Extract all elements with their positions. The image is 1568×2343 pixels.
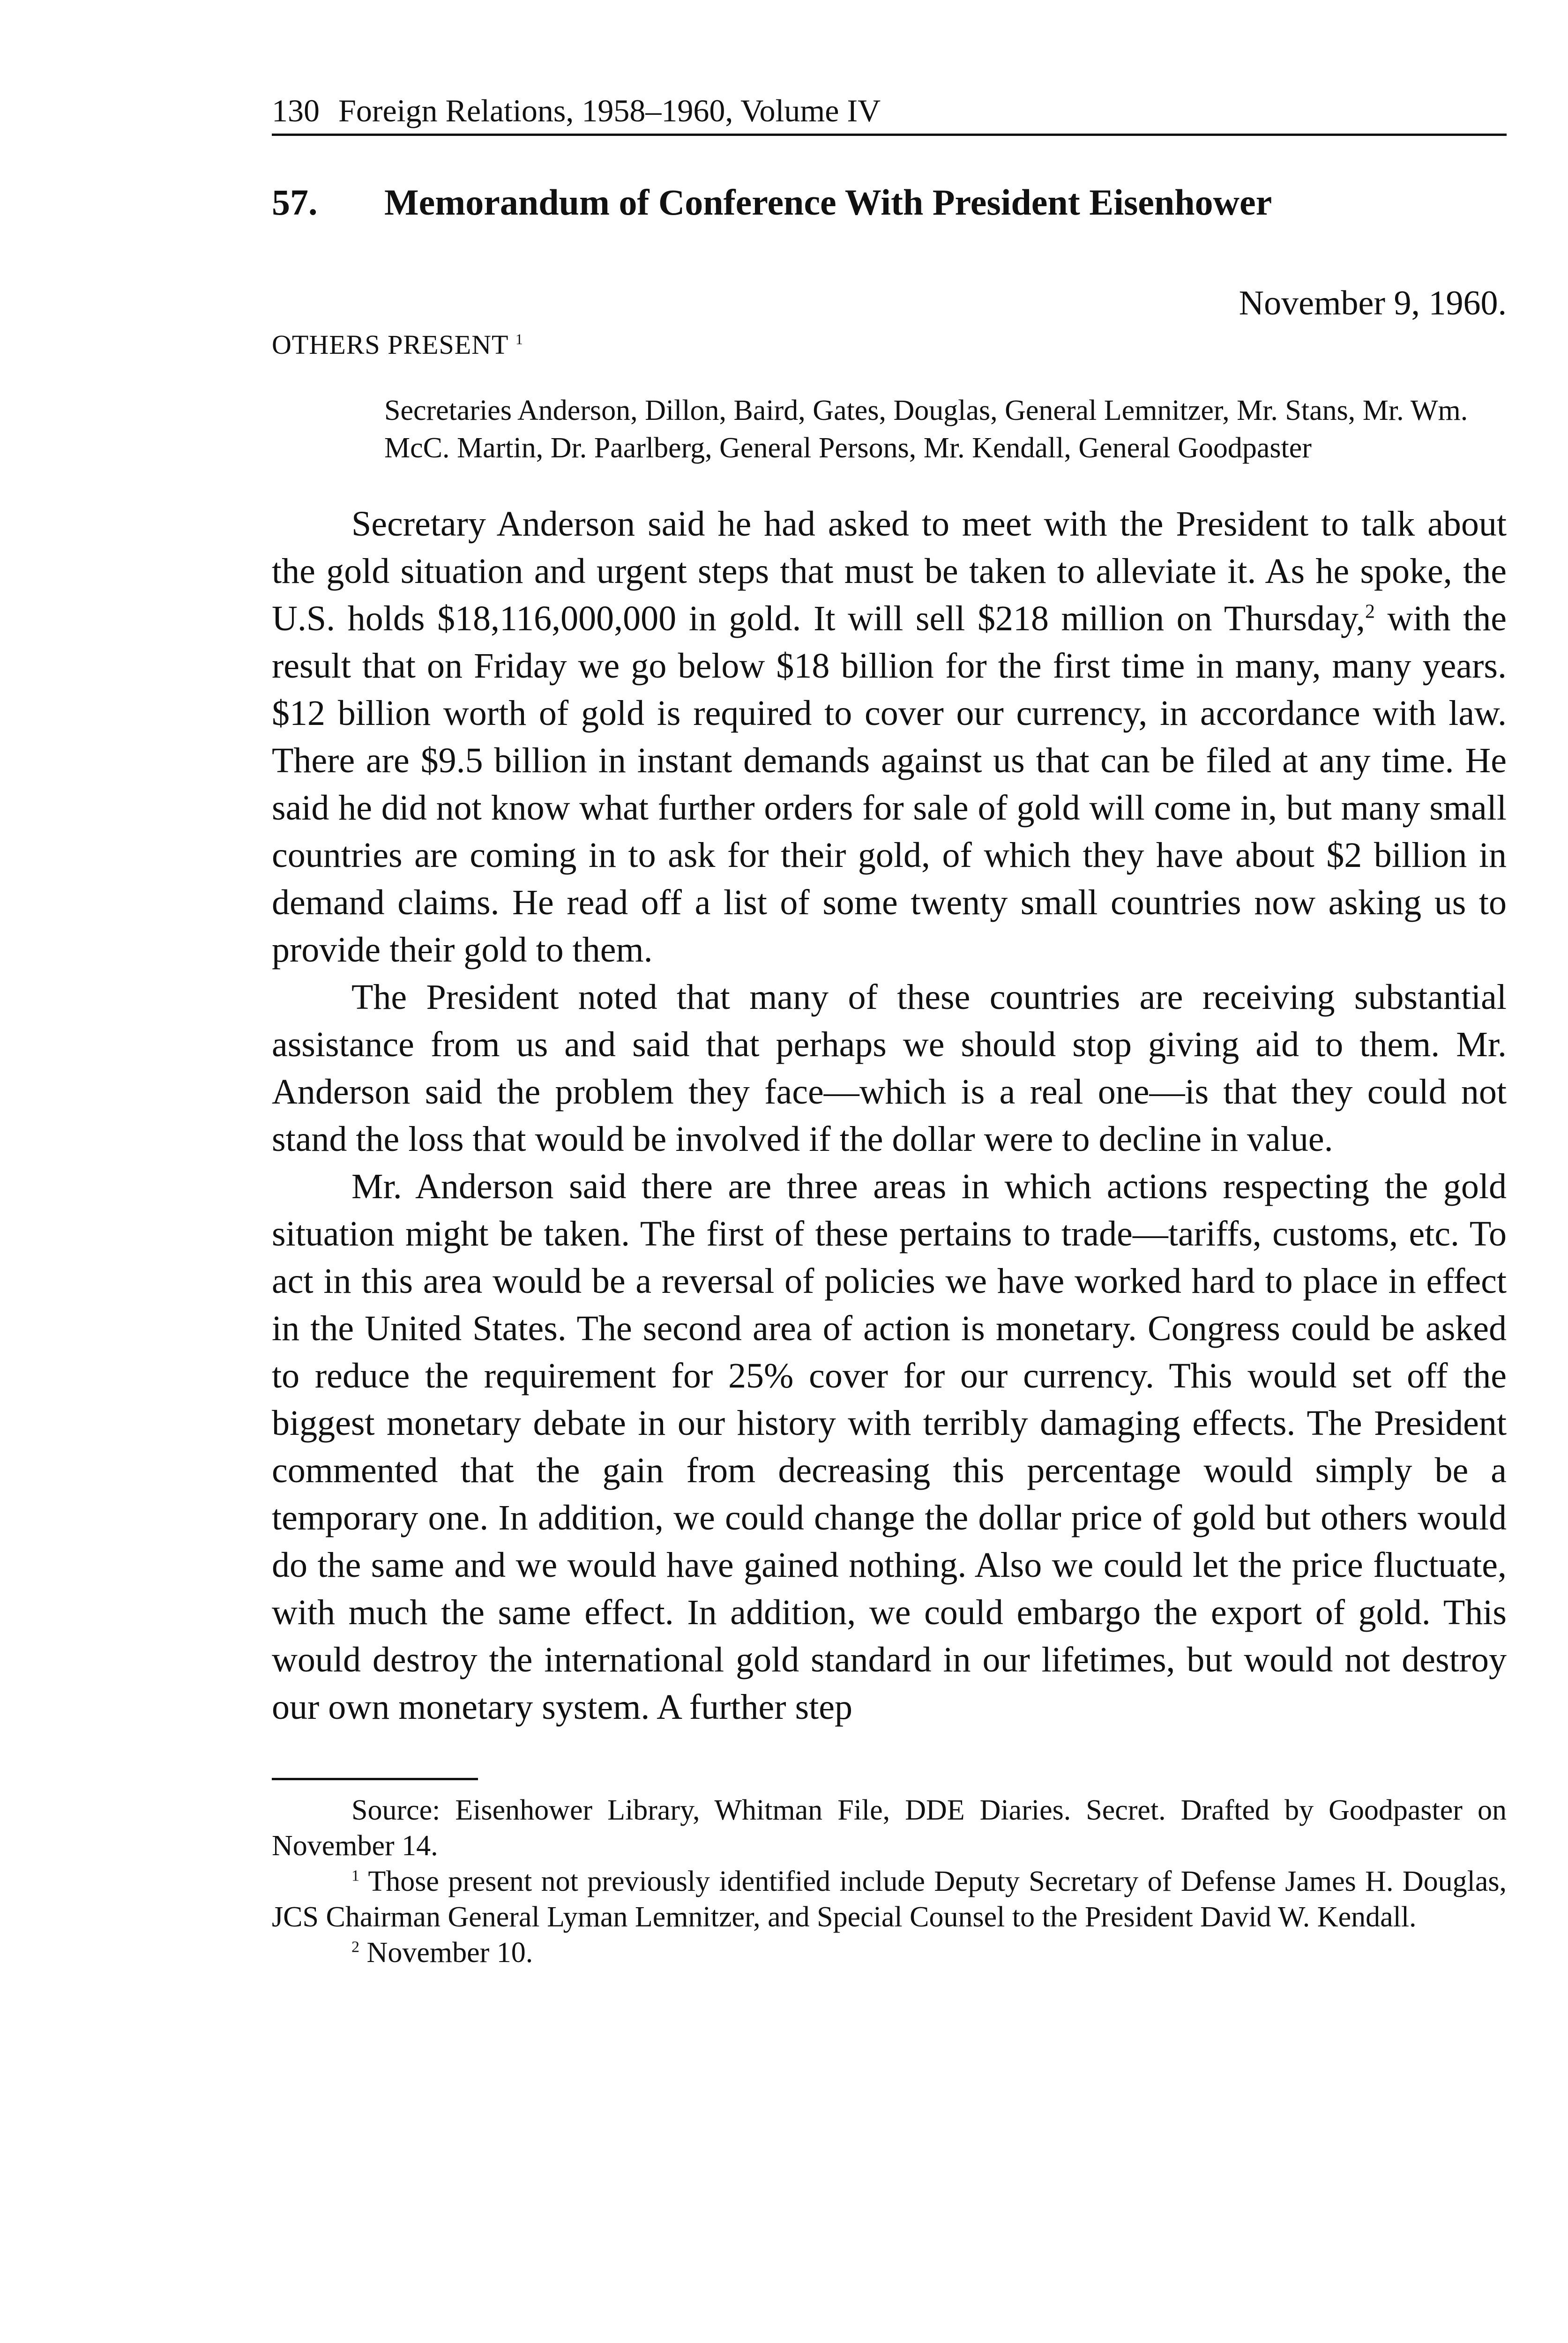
- document-date: November 9, 1960.: [1239, 284, 1507, 322]
- footnote-1: [272, 1864, 1507, 1935]
- others-present-label: OTHERS PRESENT: [272, 329, 508, 360]
- footnote-source: Source: Eisenhower Library, Whitman File, DDE Diaries. Secret. Drafted by Goodpaster on November 14.: [272, 1794, 1507, 1862]
- paragraph-1-text-a: Secretary Anderson said he had asked to meet with the President to talk about the gold situation and urgent steps that must be taken to alleviate it. As he spoke, the U.S. holds $18,116,000,000 in gold. It will sell $218 million on Thursday,: [272, 504, 1507, 638]
- footnote-2-text: November 10.: [359, 1937, 533, 1969]
- document-number: 57.: [272, 182, 318, 223]
- series-title: Foreign Relations, 1958–1960, Volume IV: [338, 93, 881, 128]
- running-header: [272, 91, 1507, 136]
- footnote-divider: [272, 1778, 478, 1780]
- footnote-ref-2[interactable]: 2: [1365, 601, 1375, 623]
- document-heading: [272, 179, 1507, 226]
- paragraph-1: [272, 500, 1507, 974]
- document-page: [272, 91, 1507, 1970]
- footnote-1-text: Those present not previously identified include Deputy Secretary of Defense James H. Douglas, JCS Chairman General Lyman Lemnitzer, and Special Counsel to the President David W. Kendall.: [272, 1865, 1507, 1933]
- footnote-2: [272, 1935, 1507, 1970]
- memo-body: [272, 500, 1507, 1731]
- footnote-2-marker: 2: [351, 1938, 360, 1956]
- footnotes: [272, 1792, 1507, 1970]
- footnote-ref-1[interactable]: 1: [515, 331, 523, 348]
- others-present-heading: [272, 326, 1507, 364]
- attendee-list: Secretaries Anderson, Dillon, Baird, Gates, Douglas, General Lemnitzer, Mr. Stans, Mr. Wm. McC. Martin, Dr. Paarlberg, General Persons, Mr. Kendall, General Goodpaster: [384, 395, 1468, 464]
- paragraph-3: Mr. Anderson said there are three areas in which actions respecting the gold situation might be taken. The first of these pertains to trade—tariffs, customs, etc. To act in this area would be a reversal of policies we have worked hard to place in effect in the United States. The second area of action is monetary. Congress could be asked to reduce the requirement for 25% cover for our currency. This would set off the biggest monetary debate in our history with terribly damaging effects. The President commented that the gain from decreasing this percentage would simply be a temporary one. In addition, we could change the dollar price of gold but others would do the same and we would have gained nothing. Also we could let the price fluctuate, with much the same effect. In addition, we could embargo the export of gold. This would destroy the international gold standard in our lifetimes, but would not destroy our own monetary system. A further step: [272, 1167, 1507, 1727]
- paragraph-2: The President noted that many of these countries are receiving substantial assistance from us and said that perhaps we should stop giving aid to them. Mr. Anderson said the problem they face—which is a real one—is that they could not stand the loss that would be involved if the dollar were to decline in value.: [272, 977, 1507, 1159]
- paragraph-1-text-b: with the result that on Friday we go below $18 billion for the first time in many, many years. $12 billion worth of gold is required to cover our currency, in accordance with law. There are $9.5 billion in instant demands against us that can be filed at any time. He said he did not know what further orders for sale of gold will come in, but many small countries are coming in to ask for their gold, of which they have about $2 billion in demand claims. He read off a list of some twenty small countries now asking us to provide their gold to them.: [272, 599, 1507, 970]
- footnote-1-marker: 1: [351, 1867, 360, 1885]
- page-number: 130: [272, 93, 320, 128]
- document-title: Memorandum of Conference With President Eisenhower: [384, 182, 1272, 223]
